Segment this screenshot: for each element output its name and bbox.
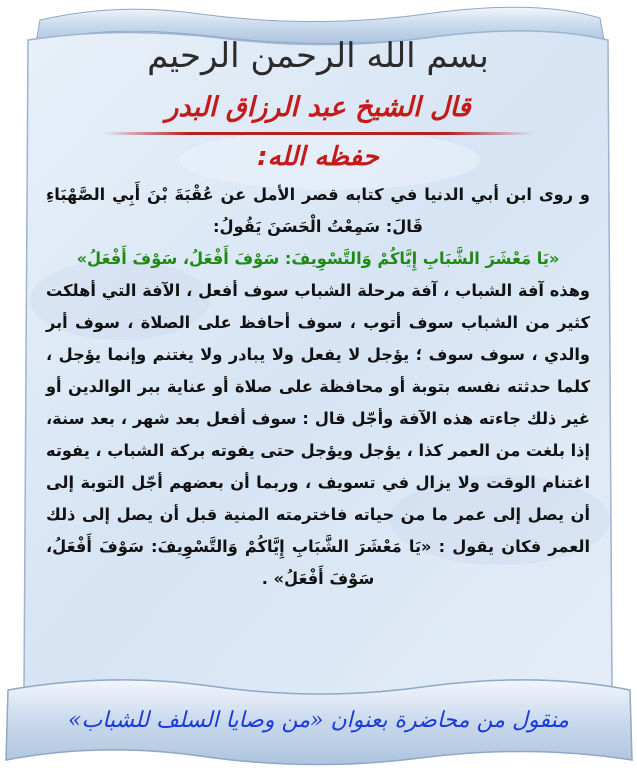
page-subtitle: حفظه الله: bbox=[257, 142, 379, 172]
main-paragraph: وهذه آفة الشباب ، آفة مرحلة الشباب سوف أفعل ، الآفة التي أهلكت كثير من الشباب سوف أتوب ، سوف أحافظ على الصلاة ، سوف أبر والدي ، سوف سوف ؛ يؤجل لا يفعل ولا يبادر ولا يغتنم وإنما يؤجل ، كلما حدثته نفسه بتوبة أو محافظة على صلاة أو عناية ببر الوالدين أو غير ذلك جاءته هذه الآفة وأجّل قال : سوف أفعل بعد شهر ، بعد سنة، إذا بلغت من العمر كذا ، يؤجل ويؤجل حتى يفوته بركة الشباب ، يفوته اغتنام الوقت ولا يزال في تسويف ، وربما أن بعضهم أجّل التوبة إلى أن يصل إلى عمر ما من حياته فاخترمته المنية قبل أن يصل إلى ذلك العمر فكان يقول : «يَا مَعْشَرَ الشَّبَابِ إِيَّاكُمْ وَالتَّسْوِيفَ: سَوْفَ أَفْعَلُ، سَوْفَ أَفْعَلُ» . bbox=[46, 281, 590, 588]
source-footer: منقول من محاضرة بعنوان «من وصايا السلف للشباب» bbox=[68, 708, 569, 733]
content-area bbox=[38, 30, 598, 595]
intro-text: و روى ابن أبي الدنيا في كتابه قصر الأمل عن عُقْبَةَ بْنَ أَبِي الصَّهْبَاءِ قَالَ: سَمِعْتُ الْحَسَنَ يَقُولُ: bbox=[46, 185, 590, 236]
article-body bbox=[38, 179, 598, 595]
page-title: قال الشيخ عبد الرزاق البدر bbox=[165, 92, 471, 123]
quote-text: «يَا مَعْشَرَ الشَّبَابِ إِيَّاكُمْ وَالتَّسْوِيفَ: سَوْفَ أَفْعَلُ، سَوْفَ أَفْعَلُ» bbox=[76, 249, 560, 268]
basmala-calligraphy: بسم الله الرحمن الرحيم bbox=[147, 36, 489, 76]
